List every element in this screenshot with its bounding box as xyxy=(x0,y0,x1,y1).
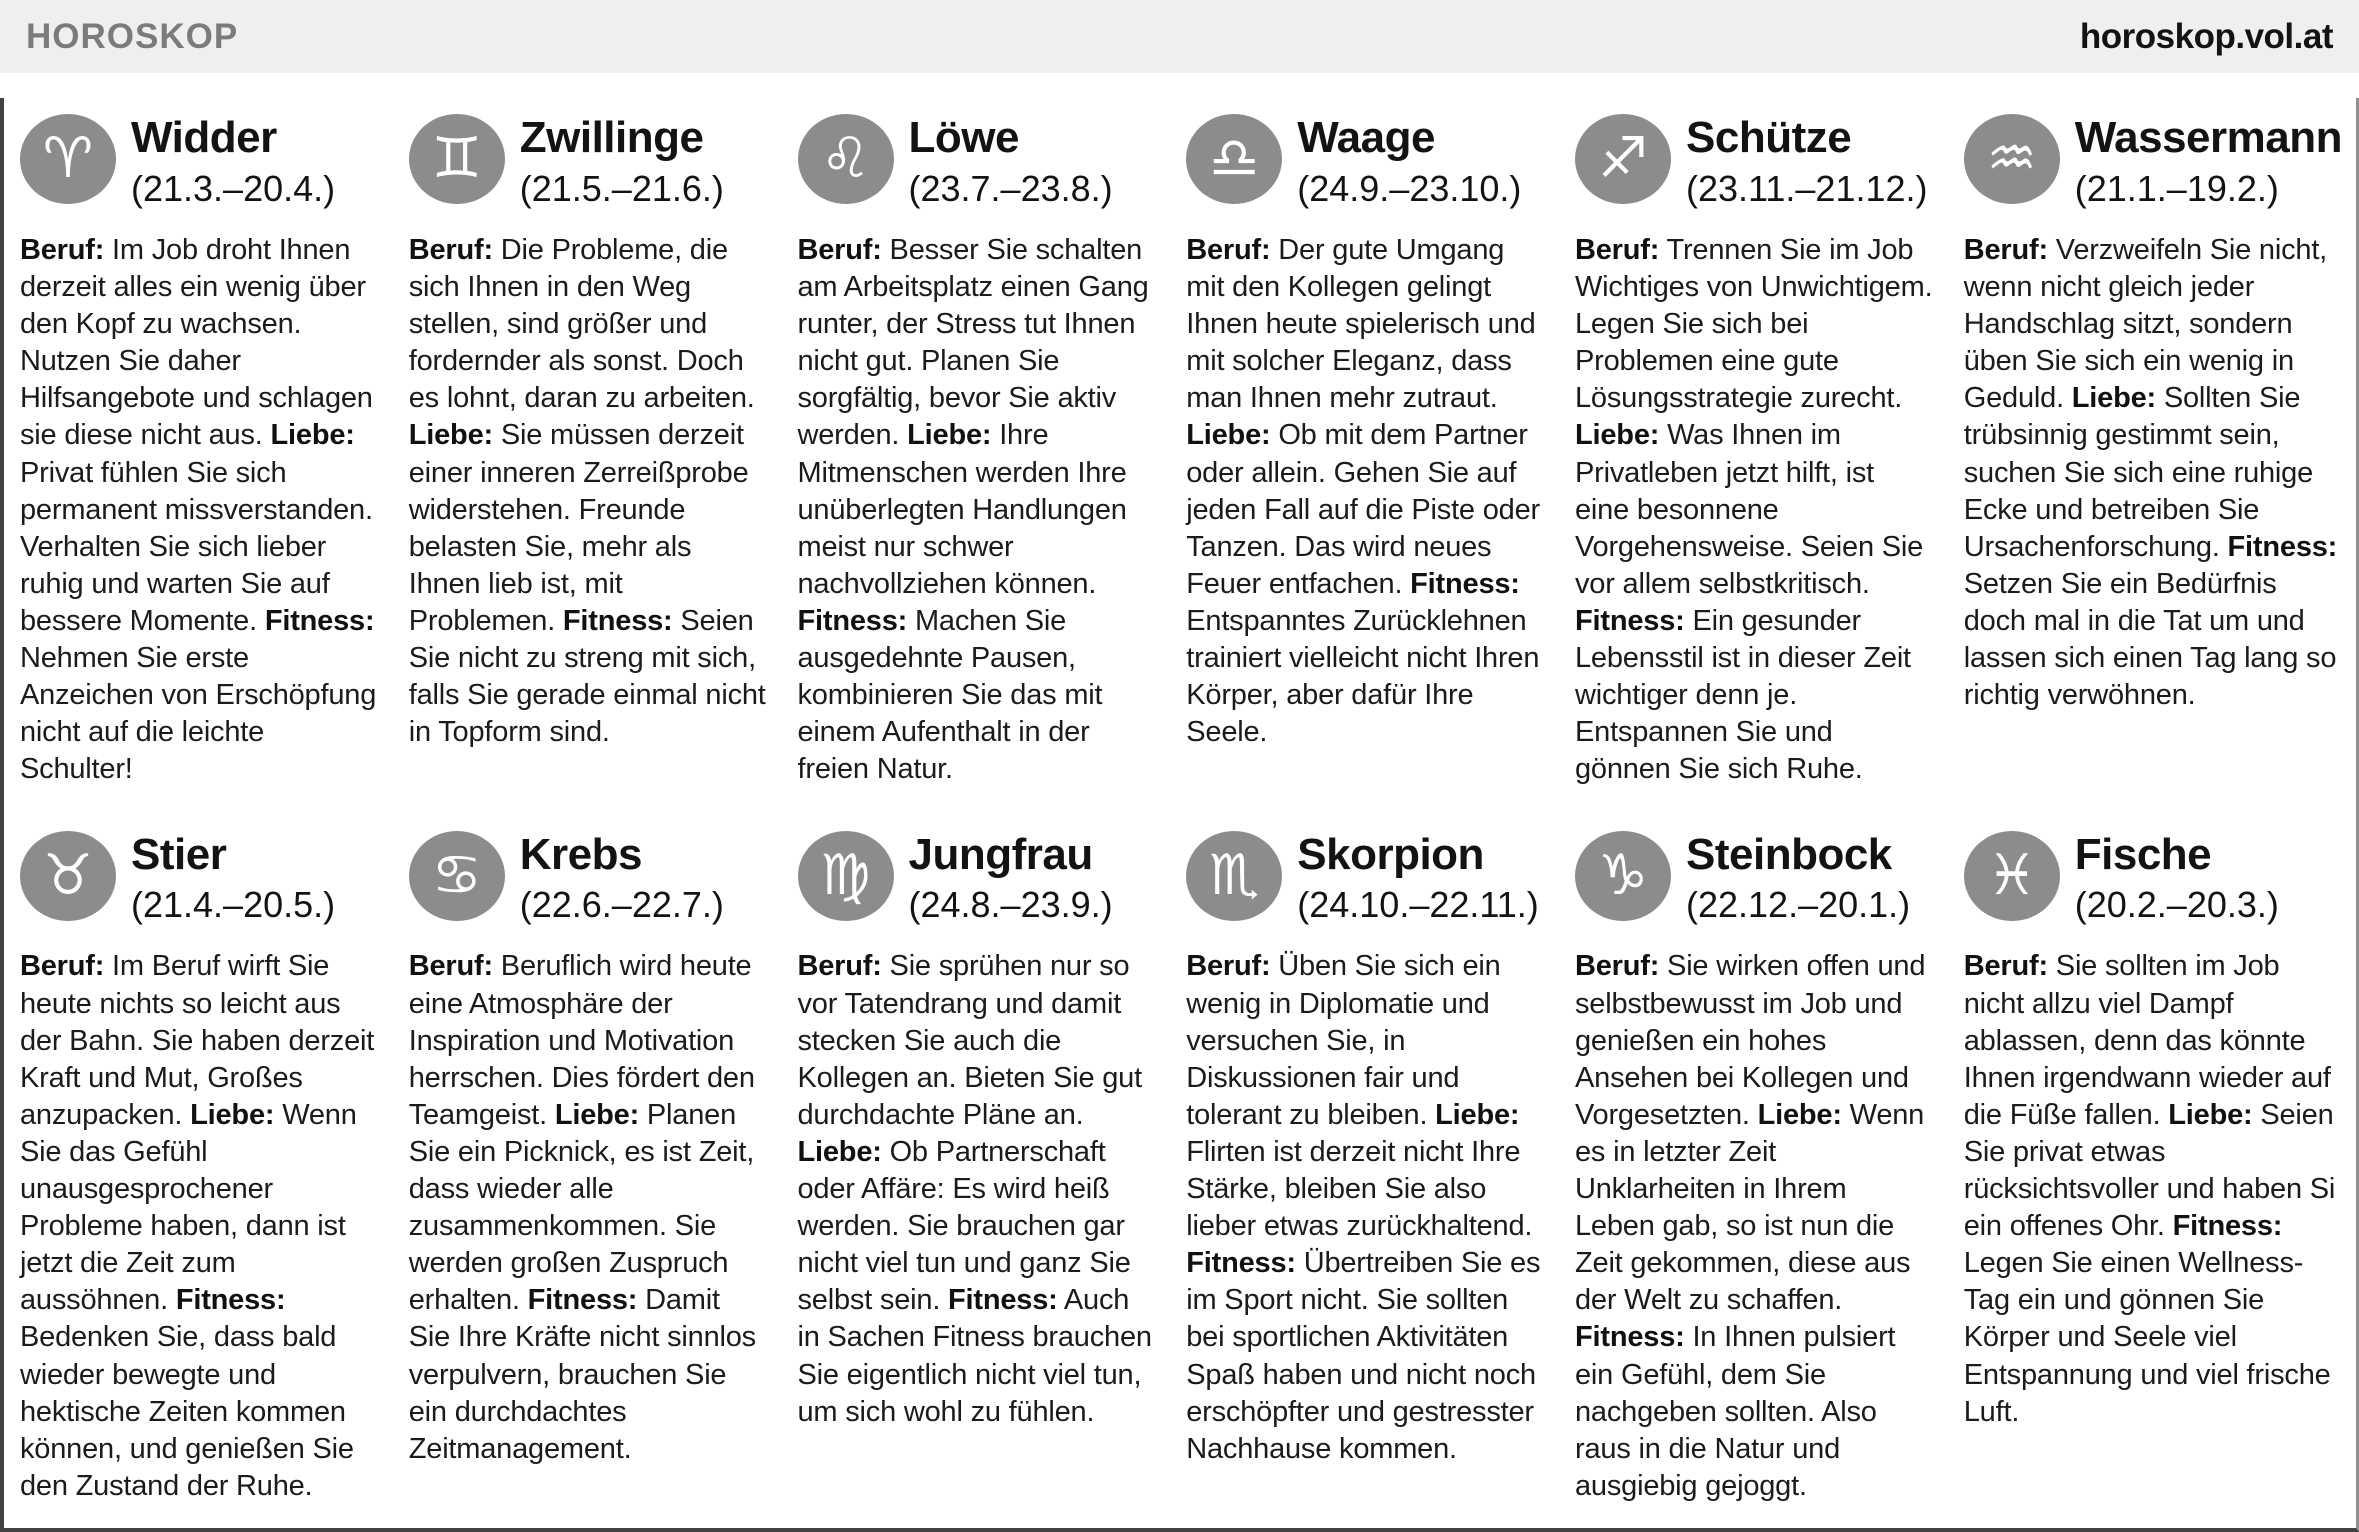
sign-header xyxy=(409,831,768,927)
fitness-label: Fitness: xyxy=(562,604,673,637)
sign-text xyxy=(798,948,1157,1430)
sign-name: Wassermann xyxy=(2074,113,2342,162)
zodiac-glyph: ♈ xyxy=(42,126,94,191)
beruf-text: Im Beruf wirft Sie heute nichts so leicht aus der Bahn. Sie haben derzeit Kraft und Mut, Großes anzupacken. xyxy=(20,950,375,1131)
sign-title-block xyxy=(1686,114,1928,210)
sign-card xyxy=(1964,114,2342,789)
sign-title-block xyxy=(520,114,724,210)
site-url: horoskop.vol.at xyxy=(2079,16,2333,56)
sign-title-block xyxy=(131,114,335,210)
zodiac-glyph: ♍ xyxy=(820,842,871,908)
sign-name: Löwe xyxy=(908,113,1019,162)
sign-card xyxy=(1186,831,1545,1506)
aries-ram-icon xyxy=(20,114,116,204)
beruf-label: Beruf: xyxy=(1963,950,2048,983)
sign-text xyxy=(1186,232,1545,752)
fitness-label: Fitness: xyxy=(797,604,908,637)
sign-name: Zwillinge xyxy=(519,113,704,162)
liebe-label: Liebe: xyxy=(797,1135,882,1168)
fitness-text: Übertreiben Sie es im Sport nicht. Sie sollten bei sportlichen Aktivitäten Spaß haben und nicht noch erschöpfter und gestresster Nachhause kommen. xyxy=(1186,1247,1541,1465)
sign-dates: (21.3.–20.4.) xyxy=(131,167,336,209)
liebe-label: Liebe: xyxy=(408,419,493,452)
beruf-label: Beruf: xyxy=(797,950,882,983)
fitness-label: Fitness: xyxy=(527,1284,638,1317)
sign-text xyxy=(1964,232,2342,714)
fitness-label: Fitness: xyxy=(2172,1210,2283,1243)
fitness-label: Fitness: xyxy=(1575,1321,1685,1354)
sign-header xyxy=(20,114,379,210)
gemini-twins-icon xyxy=(409,114,505,204)
beruf-text: Verzweifeln Sie nicht, wenn nicht gleich jeder Handschlag sitzt, sondern üben Sie sich ein wenig in Geduld. xyxy=(1963,233,2328,415)
zodiac-glyph: ♎ xyxy=(1209,126,1260,191)
beruf-label: Beruf: xyxy=(1186,950,1271,983)
beruf-text: Üben Sie sich ein wenig in Diplomatie und versuchen Sie, in Diskussionen fair und tolerant zu bleiben. xyxy=(1186,950,1501,1131)
sign-name: Stier xyxy=(131,829,227,879)
fitness-label: Fitness: xyxy=(948,1284,1058,1317)
zodiac-glyph: ♋ xyxy=(431,842,482,908)
cancer-crab-icon xyxy=(409,831,505,921)
zodiac-glyph: ♌ xyxy=(820,126,871,191)
sign-dates: (21.1.–19.2.) xyxy=(2074,167,2279,209)
sign-text xyxy=(20,948,379,1505)
sign-dates: (22.12.–20.1.) xyxy=(1686,884,1911,926)
beruf-text: Die Probleme, die sich Ihnen in den Weg stellen, sind größer und fordernder als sonst. Doch es lohnt, daran zu arbeiten. xyxy=(408,233,755,415)
fitness-label: Fitness: xyxy=(1575,604,1685,637)
fitness-text: Seien Sie nicht zu streng mit sich, falls Sie gerade einmal nicht in Topform sind. xyxy=(408,604,766,749)
sign-title-block xyxy=(2075,114,2342,210)
sign-title-block xyxy=(909,831,1113,927)
taurus-bull-icon xyxy=(20,831,116,921)
aquarius-water-jug-icon xyxy=(1964,114,2060,204)
sign-title-block xyxy=(2075,831,2279,927)
liebe-label: Liebe: xyxy=(1575,419,1660,452)
sign-dates: (24.9.–23.10.) xyxy=(1297,167,1522,209)
sign-name: Steinbock xyxy=(1686,829,1892,879)
leo-lion-icon xyxy=(798,114,894,204)
zodiac-glyph: ♑ xyxy=(1597,842,1649,908)
liebe-label: Liebe: xyxy=(907,419,992,452)
fitness-text: Auch in Sachen Fitness brauchen Sie eigentlich nicht viel tun, um sich wohl zu fühlen. xyxy=(797,1284,1152,1428)
horoscope-frame xyxy=(0,98,2359,1532)
sign-header xyxy=(1964,114,2342,210)
sign-dates: (24.10.–22.11.) xyxy=(1297,884,1539,926)
sign-title-block xyxy=(909,114,1113,210)
sign-title-block xyxy=(1297,114,1521,210)
sign-card xyxy=(409,831,768,1506)
liebe-label: Liebe: xyxy=(2071,382,2156,415)
liebe-text: Privat fühlen Sie sich permanent missverstanden. Verhalten Sie sich lieber ruhig und warten Sie auf bessere Momente. xyxy=(20,456,373,637)
liebe-label: Liebe: xyxy=(2168,1098,2253,1131)
zodiac-glyph: ♉ xyxy=(42,842,94,908)
liebe-label: Liebe: xyxy=(270,419,355,452)
pisces-fish-icon xyxy=(1964,831,2060,921)
liebe-label: Liebe: xyxy=(554,1098,640,1131)
beruf-label: Beruf: xyxy=(20,950,105,983)
sign-header xyxy=(1186,831,1545,927)
sign-header xyxy=(1964,831,2342,927)
sign-text xyxy=(409,232,768,752)
liebe-text: Ob Partnerschaft oder Affäre: Es wird heiß werden. Sie brauchen gar nicht viel tun und ganz Sie selbst sein. xyxy=(797,1135,1131,1317)
liebe-text: Ob mit dem Partner oder allein. Gehen Sie auf jeden Fall auf die Piste oder Tanzen. Das wird neues Feuer entfachen. xyxy=(1186,419,1540,600)
sign-card xyxy=(20,114,379,789)
sign-dates: (23.7.–23.8.) xyxy=(908,167,1113,209)
sign-card xyxy=(20,831,379,1506)
sign-header xyxy=(798,114,1157,210)
liebe-text: Ihre Mitmenschen werden Ihre unüberlegten Handlungen meist nur schwer nachvollziehen können. xyxy=(797,419,1127,600)
sign-name: Waage xyxy=(1297,113,1435,162)
sagittarius-archer-icon xyxy=(1575,114,1671,204)
fitness-text: Damit Sie Ihre Kräfte nicht sinnlos verpulvern, brauchen Sie ein durchdachtes Zeitmanagement. xyxy=(408,1284,756,1465)
fitness-label: Fitness: xyxy=(175,1284,286,1317)
liebe-text: Sie müssen derzeit einer inneren Zerreißprobe widerstehen. Freunde belasten Sie, mehr als Ihnen lieb ist, mit Problemen. xyxy=(408,419,749,637)
fitness-text: Setzen Sie ein Bedürfnis doch mal in die Tat um und lassen sich einen Tag lang so richtig verwöhnen. xyxy=(1963,567,2337,712)
fitness-label: Fitness: xyxy=(264,604,375,637)
sign-text xyxy=(1186,948,1545,1468)
sign-card xyxy=(798,831,1157,1506)
liebe-label: Liebe: xyxy=(190,1098,275,1131)
liebe-text: Was Ihnen im Privatleben jetzt hilft, ist eine besonnene Vorgehensweise. Seien Sie vor allem selbstkritisch. xyxy=(1575,419,1924,600)
virgo-maiden-icon xyxy=(798,831,894,921)
sign-dates: (23.11.–21.12.) xyxy=(1686,167,1928,209)
beruf-text: Sie sollten im Job nicht allzu viel Dampf ablassen, denn das könnte Ihnen irgendwann wieder auf die Füße fallen. xyxy=(1963,950,2331,1131)
liebe-label: Liebe: xyxy=(1757,1098,1842,1131)
sign-dates: (21.5.–21.6.) xyxy=(519,167,724,209)
sign-name: Jungfrau xyxy=(908,829,1093,879)
zodiac-glyph: ♊ xyxy=(431,126,482,191)
sign-card xyxy=(1186,114,1545,789)
scorpio-scorpion-icon xyxy=(1186,831,1282,921)
sign-name: Krebs xyxy=(519,829,642,879)
liebe-text: Wenn Sie das Gefühl unausgesprochener Probleme haben, dann ist jetzt die Zeit zum aussöhnen. xyxy=(20,1098,357,1317)
beruf-label: Beruf: xyxy=(20,233,105,266)
sign-title-block xyxy=(1686,831,1910,927)
sign-dates: (24.8.–23.9.) xyxy=(908,884,1113,926)
liebe-text: Flirten ist derzeit nicht Ihre Stärke, bleiben Sie also lieber etwas zurückhaltend. xyxy=(1186,1135,1533,1243)
sign-name: Skorpion xyxy=(1297,829,1484,879)
sign-text xyxy=(20,232,379,789)
sign-text xyxy=(1575,232,1934,789)
beruf-text: Sie wirken offen und selbstbewusst im Job und genießen ein hohes Ansehen bei Kollegen und Vorgesetzten. xyxy=(1575,950,1926,1131)
beruf-text: Besser Sie schalten am Arbeitsplatz einen Gang runter, der Stress tut Ihnen nicht gut. Planen Sie sorgfältig, bevor Sie aktiv werden. xyxy=(797,233,1149,452)
sign-text xyxy=(1964,948,2342,1430)
liebe-text: Seien Sie privat etwas rücksichtsvoller und haben Si ein offenes Ohr. xyxy=(1963,1098,2336,1243)
sign-dates: (22.6.–22.7.) xyxy=(519,884,724,926)
zodiac-glyph: ♏ xyxy=(1209,842,1260,908)
sign-name: Widder xyxy=(131,113,277,162)
sign-title-block xyxy=(520,831,724,927)
beruf-label: Beruf: xyxy=(408,950,493,983)
sign-card xyxy=(1575,831,1934,1506)
fitness-text: Entspanntes Zurücklehnen trainiert vielleicht nicht Ihren Körper, aber dafür Ihre Seele. xyxy=(1186,604,1540,749)
horoscope-grid xyxy=(20,114,2342,1505)
fitness-text: Nehmen Sie erste Anzeichen von Erschöpfung nicht auf die leichte Schulter! xyxy=(20,642,377,786)
sign-name: Schütze xyxy=(1686,113,1852,162)
liebe-label: Liebe: xyxy=(1186,419,1271,452)
sign-text xyxy=(1575,948,1934,1505)
fitness-text: Ein gesunder Lebensstil ist in dieser Zeit wichtiger denn je. Entspannen Sie und gönnen Sie sich Ruhe. xyxy=(1575,604,1911,786)
sign-card xyxy=(1964,831,2342,1506)
sign-header xyxy=(20,831,379,927)
fitness-text: Legen Sie einen Wellness-Tag ein und gönnen Sie Körper und Seele viel Entspannung und viel frische Luft. xyxy=(1963,1247,2331,1428)
sign-header xyxy=(798,831,1157,927)
sign-title-block xyxy=(1297,831,1539,927)
zodiac-glyph: ♐ xyxy=(1597,126,1649,191)
sign-header xyxy=(1575,114,1934,210)
beruf-label: Beruf: xyxy=(1575,233,1660,266)
fitness-label: Fitness: xyxy=(1410,567,1520,600)
sign-header xyxy=(409,114,768,210)
liebe-text: Sollten Sie trübsinnig gestimmt sein, suchen Sie sich eine ruhige Ecke und betreiben Sie Ursachenforschung. xyxy=(1963,382,2314,563)
fitness-text: Bedenken Sie, dass bald wieder bewegte und hektische Zeiten kommen können, und genießen Sie den Zustand der Ruhe. xyxy=(20,1321,354,1502)
liebe-label: Liebe: xyxy=(1435,1098,1520,1131)
beruf-text: Im Job droht Ihnen derzeit alles ein wenig über den Kopf zu wachsen. Nutzen Sie daher Hilfsangebote und schlagen sie diese nicht aus. xyxy=(20,233,373,452)
liebe-text: Wenn es in letzter Zeit Unklarheiten in Ihrem Leben gab, so ist nun die Zeit gekommen, diese aus der Welt zu schaffen. xyxy=(1575,1098,1925,1317)
beruf-label: Beruf: xyxy=(408,233,493,266)
beruf-label: Beruf: xyxy=(1575,950,1660,983)
sign-card xyxy=(798,114,1157,789)
fitness-label: Fitness: xyxy=(1186,1247,1296,1280)
beruf-label: Beruf: xyxy=(1186,233,1271,266)
beruf-text: Der gute Umgang mit den Kollegen gelingt Ihnen heute spielerisch und mit solcher Eleganz, dass man Ihnen mehr zutraut. xyxy=(1186,233,1536,415)
liebe-text: Planen Sie ein Picknick, es ist Zeit, dass wieder alle zusammenkommen. Sie werden großen Zuspruch erhalten. xyxy=(408,1098,755,1317)
beruf-label: Beruf: xyxy=(797,233,882,266)
fitness-text: Machen Sie ausgedehnte Pausen, kombinieren Sie das mit einem Aufenthalt in der freien Natur. xyxy=(797,604,1103,786)
sign-header xyxy=(1575,831,1934,927)
sign-name: Fische xyxy=(2074,829,2212,879)
beruf-text: Beruflich wird heute eine Atmosphäre der Inspiration und Motivation herrschen. Dies fördert den Teamgeist. xyxy=(408,950,755,1131)
sign-title-block xyxy=(131,831,335,927)
fitness-label: Fitness: xyxy=(2227,530,2338,563)
capricorn-goat-icon xyxy=(1575,831,1671,921)
sign-header xyxy=(1186,114,1545,210)
sign-text xyxy=(409,948,768,1468)
sign-text xyxy=(798,232,1157,789)
beruf-text: Trennen Sie im Job Wichtiges von Unwichtigem. Legen Sie sich bei Problemen eine gute Lösungsstrategie zurecht. xyxy=(1575,233,1933,415)
page-header xyxy=(0,0,2359,73)
sign-card xyxy=(1575,114,1934,789)
page-title: HOROSKOP xyxy=(26,16,239,56)
beruf-label: Beruf: xyxy=(1963,233,2048,266)
zodiac-glyph: ♒ xyxy=(1986,126,2037,191)
beruf-text: Sie sprühen nur so vor Tatendrang und damit stecken Sie auch die Kollegen an. Bieten Sie gut durchdachte Pläne an. xyxy=(797,950,1142,1131)
sign-dates: (21.4.–20.5.) xyxy=(131,884,336,926)
libra-scales-icon xyxy=(1186,114,1282,204)
fitness-text: In Ihnen pulsiert ein Gefühl, dem Sie nachgeben sollten. Also raus in die Natur und ausgiebig gejoggt. xyxy=(1575,1321,1896,1502)
sign-card xyxy=(409,114,768,789)
sign-dates: (20.2.–20.3.) xyxy=(2074,884,2279,926)
zodiac-glyph: ♓ xyxy=(1986,842,2037,908)
